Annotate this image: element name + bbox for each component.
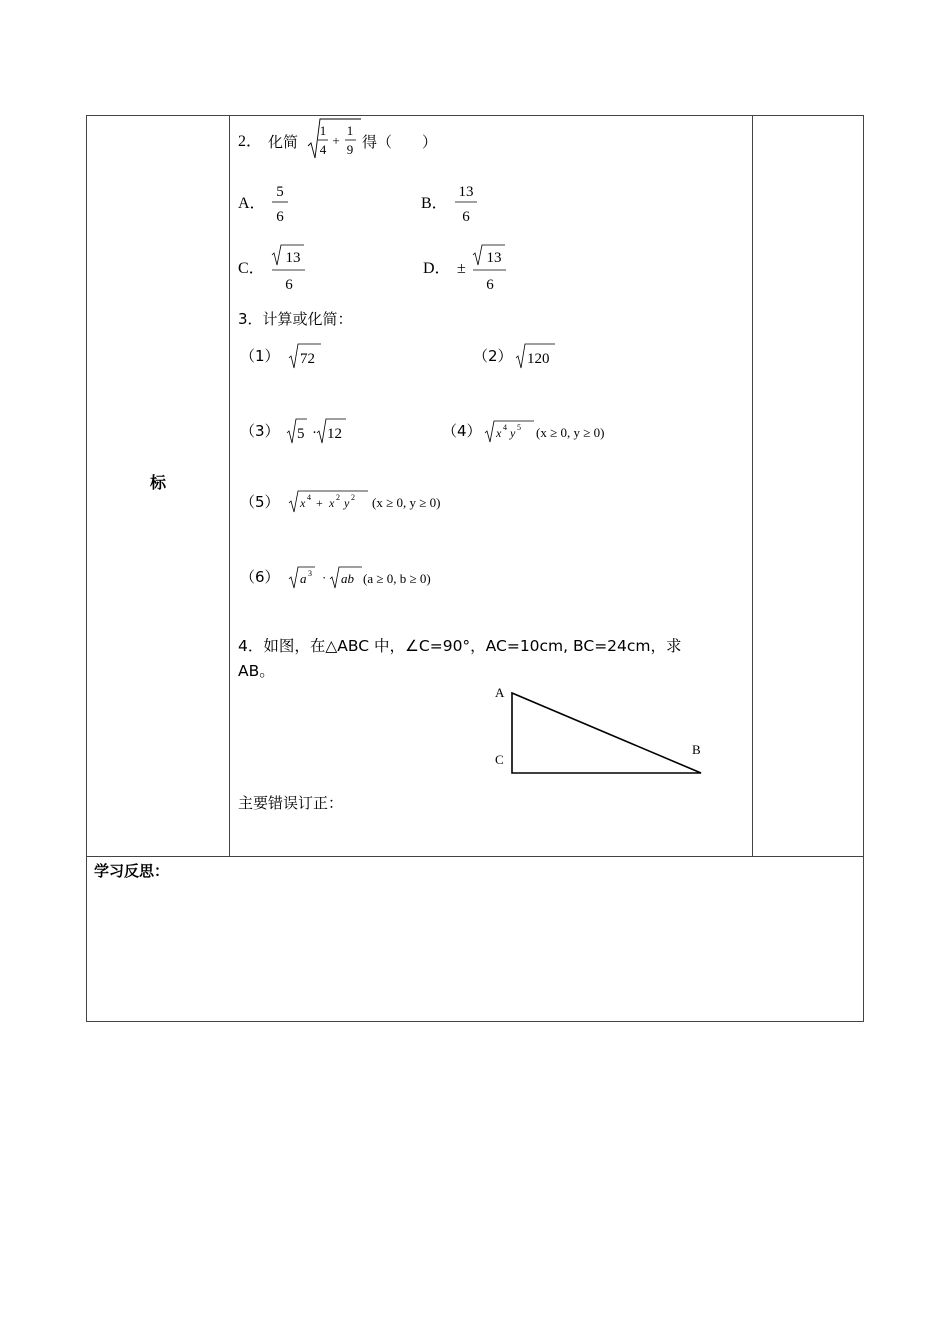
svg-text:x: x — [496, 426, 502, 440]
q3-item-4-condition: (x ≥ 0, y ≥ 0) — [536, 425, 605, 440]
option-label: B． — [421, 195, 448, 212]
table-mid-border — [86, 856, 864, 857]
vertex-c-label: C — [495, 752, 504, 767]
triangle-figure — [490, 683, 710, 783]
svg-text:13: 13 — [458, 184, 474, 200]
q3-item-6: （6） a 3 · ab (a ≥ 0, b ≥ 0) — [240, 563, 480, 591]
svg-text:6: 6 — [285, 277, 293, 293]
q2-option-a — [238, 180, 318, 226]
table-left-border — [86, 115, 87, 1022]
q3-item-6-condition: (a ≥ 0, b ≥ 0) — [363, 571, 431, 586]
reflection-label: 学习反思： — [94, 862, 170, 880]
q2-prefix: 化简 — [268, 133, 299, 151]
option-c-fraction — [270, 243, 308, 293]
left-column-label: 标 — [150, 473, 167, 492]
sqrt-a3-times-sqrt-ab — [288, 565, 364, 591]
table-top-border — [86, 115, 864, 116]
svg-text:5: 5 — [297, 426, 305, 442]
q3-item-2: （2） 120 — [473, 342, 593, 370]
q2-option-d — [423, 243, 523, 293]
svg-text:4: 4 — [503, 423, 507, 432]
sqrt-5-times-sqrt-12 — [286, 417, 348, 445]
q2-number: 2． — [238, 133, 263, 150]
svg-text:6: 6 — [486, 277, 494, 293]
q2-frac2-num: 1 — [346, 123, 354, 138]
q2-plus: + — [332, 133, 340, 148]
svg-text:2: 2 — [336, 493, 340, 502]
option-label: A． — [238, 195, 266, 212]
option-b-fraction — [453, 180, 479, 226]
option-a-fraction — [270, 180, 290, 226]
svg-text:5: 5 — [276, 184, 284, 200]
q4-line-1: 4．如图，在△ABC 中，∠C=90°，AC=10cm, BC=24cm，求 — [238, 637, 682, 655]
sqrt-72 — [288, 342, 322, 370]
svg-text:y: y — [344, 496, 350, 510]
svg-text:12: 12 — [327, 426, 342, 442]
svg-text:·: · — [322, 570, 327, 585]
q4-line-2: AB。 — [238, 662, 275, 680]
q3-item-3: （3） 5 · 12 — [240, 417, 370, 445]
svg-text:5: 5 — [517, 423, 521, 432]
svg-text:72: 72 — [300, 351, 315, 367]
svg-text:4: 4 — [307, 493, 311, 502]
sqrt-120 — [515, 342, 557, 370]
col-divider-1 — [229, 115, 230, 857]
svg-text:x: x — [329, 496, 335, 510]
svg-text:y: y — [510, 426, 516, 440]
vertex-a-label: A — [495, 685, 505, 700]
svg-text:120: 120 — [527, 351, 550, 367]
q2-frac1-den: 4 — [319, 142, 327, 157]
question-2 — [238, 118, 738, 168]
option-d-sign: ± — [457, 260, 466, 277]
svg-text:6: 6 — [462, 209, 470, 225]
svg-text:+: + — [316, 496, 323, 510]
svg-text:x: x — [300, 496, 306, 510]
q2-option-c — [238, 243, 318, 293]
correction-label: 主要错误订正： — [238, 794, 344, 812]
q3-item-1: （1） 72 — [240, 342, 360, 370]
sqrt-x4-plus-x2y2 — [288, 489, 370, 515]
q3-item-4: （4） x 4 y 5 (x ≥ 0, y ≥ 0) — [442, 417, 642, 445]
svg-text:13: 13 — [486, 250, 502, 266]
q2-radical-expression — [306, 118, 362, 162]
option-label: D． — [423, 260, 451, 277]
option-label: C． — [238, 260, 265, 277]
q3-title: 3．计算或化简： — [238, 310, 353, 328]
q3-item-5-condition: (x ≥ 0, y ≥ 0) — [372, 495, 441, 510]
triangle-abc — [512, 693, 701, 773]
q2-suffix: 得（ ） — [362, 133, 438, 151]
svg-text:·: · — [312, 425, 317, 441]
q2-frac2-den: 9 — [346, 142, 354, 157]
table-right-border — [863, 115, 864, 1022]
vertex-b-label: B — [692, 742, 701, 757]
svg-text:3: 3 — [308, 569, 312, 578]
q2-frac1-num: 1 — [319, 123, 327, 138]
option-d-fraction — [471, 243, 509, 293]
svg-text:13: 13 — [285, 250, 301, 266]
q3-item-5: （5） x 4 + x 2 y 2 (x ≥ 0, y ≥ 0) — [240, 487, 480, 515]
svg-text:ab: ab — [341, 571, 354, 586]
col-divider-2 — [752, 115, 753, 857]
svg-text:6: 6 — [276, 209, 284, 225]
table-bottom-border — [86, 1021, 864, 1022]
svg-text:a: a — [300, 571, 307, 586]
q2-option-b — [421, 180, 501, 226]
svg-text:2: 2 — [351, 493, 355, 502]
sqrt-x4y5 — [484, 419, 536, 445]
